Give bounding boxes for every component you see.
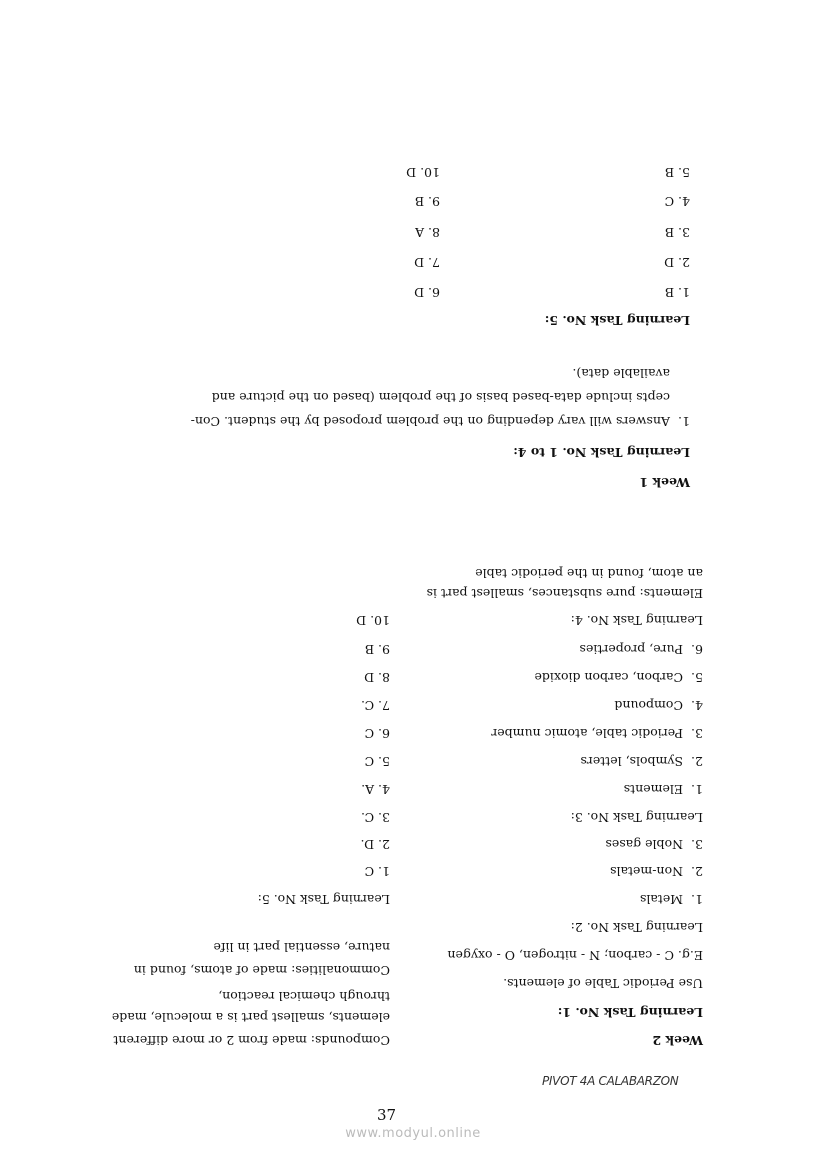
week2-lt4-line: Elements: pure substances, smallest part is <box>426 586 703 601</box>
answer-item: 5. C <box>364 754 390 769</box>
list-item: 1.Elements <box>623 782 703 797</box>
week2-lt1-text: Use Periodic Table of elements. <box>503 976 703 991</box>
compounds-note-line: through chemical reaction, <box>218 989 390 1004</box>
commonalities-note-line: Commonalities: made of atoms, found in <box>133 963 390 978</box>
commonalities-note-line: nature, essential part in life <box>213 940 390 955</box>
answer-item: 1. B <box>664 285 690 300</box>
answer-item: 9. B <box>414 194 440 209</box>
list-item: 6.Pure, properties <box>579 642 703 657</box>
list-item: 5.Carbon, carbon dioxide <box>534 670 703 685</box>
week2-heading: Week 2 <box>652 1033 703 1048</box>
week2-lt5-title: Learning Task No. 5: <box>257 892 390 907</box>
answer-item: 10. D <box>356 613 390 628</box>
list-item: 1.Metals <box>639 892 703 907</box>
answer-item: 7. C. <box>361 698 390 713</box>
answer-item: 5. B <box>664 165 690 180</box>
answer-item: 7. D <box>414 255 440 270</box>
week2-lt4-title: Learning Task No. 4: <box>570 613 703 628</box>
week1-lt1to4-title: Learning Task No. 1 to 4: <box>513 445 690 460</box>
compounds-note-line: Compounds: made from 2 or more different <box>113 1033 390 1048</box>
answer-item: 6. D <box>414 285 440 300</box>
answer-item: 2. D <box>664 255 690 270</box>
answer-item: 3. C. <box>361 810 390 825</box>
answer-item: 1. C <box>364 864 390 879</box>
week1-lt5-title: Learning Task No. 5: <box>544 313 690 328</box>
answer-item: 10. D <box>406 165 440 180</box>
week1-heading: Week 1 <box>639 475 690 490</box>
list-item: 2.Symbols, letters <box>580 754 703 769</box>
list-item: 3.Periodic table, atomic number <box>491 726 703 741</box>
list-item: 3.Noble gases <box>605 837 703 852</box>
week1-answer-paragraph: 1. Answers will vary depending on the problem proposed by the student. Con- cepts include data-based basis of the problem (based on the picture and available data). <box>190 366 690 429</box>
answer-item: 6. C <box>364 726 390 741</box>
list-item: 2.Non-metals <box>610 864 703 879</box>
compounds-note-line: elements, smallest part is a molecule, made <box>111 1010 390 1025</box>
answer-item: 2. D. <box>360 837 390 852</box>
answer-item: 9. B <box>364 642 390 657</box>
answer-item: 4. A. <box>361 782 390 797</box>
answer-item: 3. B <box>664 225 690 240</box>
week2-lt4-line: an atom, found in the periodic table <box>475 566 703 581</box>
page-number: 37 <box>377 1106 397 1124</box>
week2-lt2-title: Learning Task No. 2: <box>570 920 703 935</box>
week2-lt1-example: E.g. C - carbon; N - nitrogen, O - oxygen <box>447 948 703 963</box>
week2-lt1-title: Learning Task No. 1: <box>557 1005 703 1020</box>
answer-item: 8. D <box>364 670 390 685</box>
week2-lt3-title: Learning Task No. 3: <box>570 810 703 825</box>
footer-org-label: PIVOT 4A CALABARZON <box>542 1074 679 1088</box>
answer-item: 4. C <box>664 194 690 209</box>
list-item: 4.Compound <box>614 698 703 713</box>
answer-item: 8. A <box>415 225 440 240</box>
watermark: www.modyul.online <box>345 1126 481 1141</box>
